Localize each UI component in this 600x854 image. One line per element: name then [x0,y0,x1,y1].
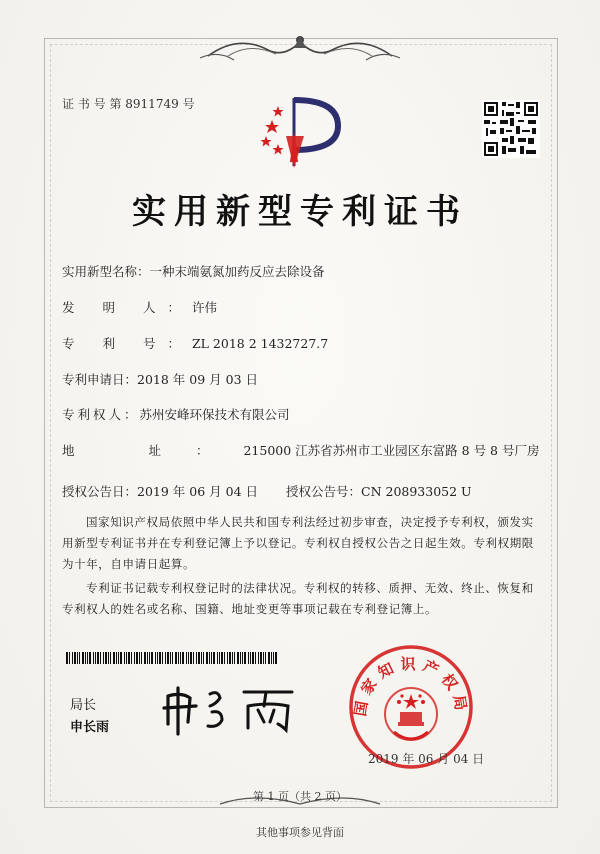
patent-number-value: ZL 2018 2 1432727.7 [191,336,329,351]
bureau-title: 局长 [70,698,97,713]
page-title: 实用新型专利证书 [132,192,468,232]
name-label: 实用新型名称： [62,264,150,279]
inventor-label: 发 明 人： [62,300,192,315]
field-patentee [62,405,290,423]
grant-number-label: 授权公告号： [286,484,362,499]
barcode-icon [66,652,280,664]
certificate-number-value: 8911749 [125,97,179,111]
cnipa-logo-icon [258,92,348,172]
field-utility-model-name [62,262,325,280]
signature-icon [160,676,300,736]
certificate-number [62,95,195,112]
filing-date-value: 2018 年 09 月 03 日 [137,372,259,387]
name-value: 一种末端氨氮加药反应去除设备 [149,264,325,279]
patentee-value: 苏州安峰环保技术有限公司 [139,407,290,422]
address-label: 地 址： [62,443,244,458]
grant-number-value: CN 208933052 U [361,484,472,499]
seal-text: 国家知识产权局 [351,655,471,718]
certificate-number-suffix: 号 [182,97,195,111]
filing-date-label: 专利申请日： [62,372,138,387]
stamp-date: 2019 年 06 月 04 日 [368,752,485,766]
field-grant-date [62,482,258,500]
field-address [62,441,539,459]
patentee-label: 专利权人： [62,407,140,422]
field-inventor [62,298,217,316]
page-number: 第 1 页（共 2 页） [253,790,347,803]
certificate-number-label: 证 书 号 第 [62,97,122,111]
patent-number-label: 专 利 号： [62,336,192,351]
top-ornament-icon [198,30,402,64]
bureau-director-name: 申长雨 [70,720,110,735]
qr-code-icon [482,100,540,158]
statement-paragraph-2: 专利证书记载专利权登记时的法律状况。专利权的转移、质押、无效、终止、恢复和专利权人的姓名或名称、国籍、地址变更等事项记载在专利登记簿上。 [62,581,534,616]
grant-date-label: 授权公告日： [62,484,138,499]
grant-date-value: 2019 年 06 月 04 日 [137,484,259,499]
statement-paragraph-1: 国家知识产权局依照中华人民共和国专利法经过初步审查，决定授予专利权，颁发实用新型专利证书并在专利登记簿上予以登记。专利权自授权公告之日起生效。专利权期限为十年，自申请日起算。 [62,515,534,571]
inventor-value: 许伟 [191,300,217,315]
field-filing-date [62,370,258,388]
back-note: 其他事项参见背面 [256,826,344,839]
field-patent-number [62,334,328,352]
address-value: 215000 江苏省苏州市工业园区东富路 8 号 8 号厂房 [243,443,540,458]
field-grant-number [286,482,472,500]
